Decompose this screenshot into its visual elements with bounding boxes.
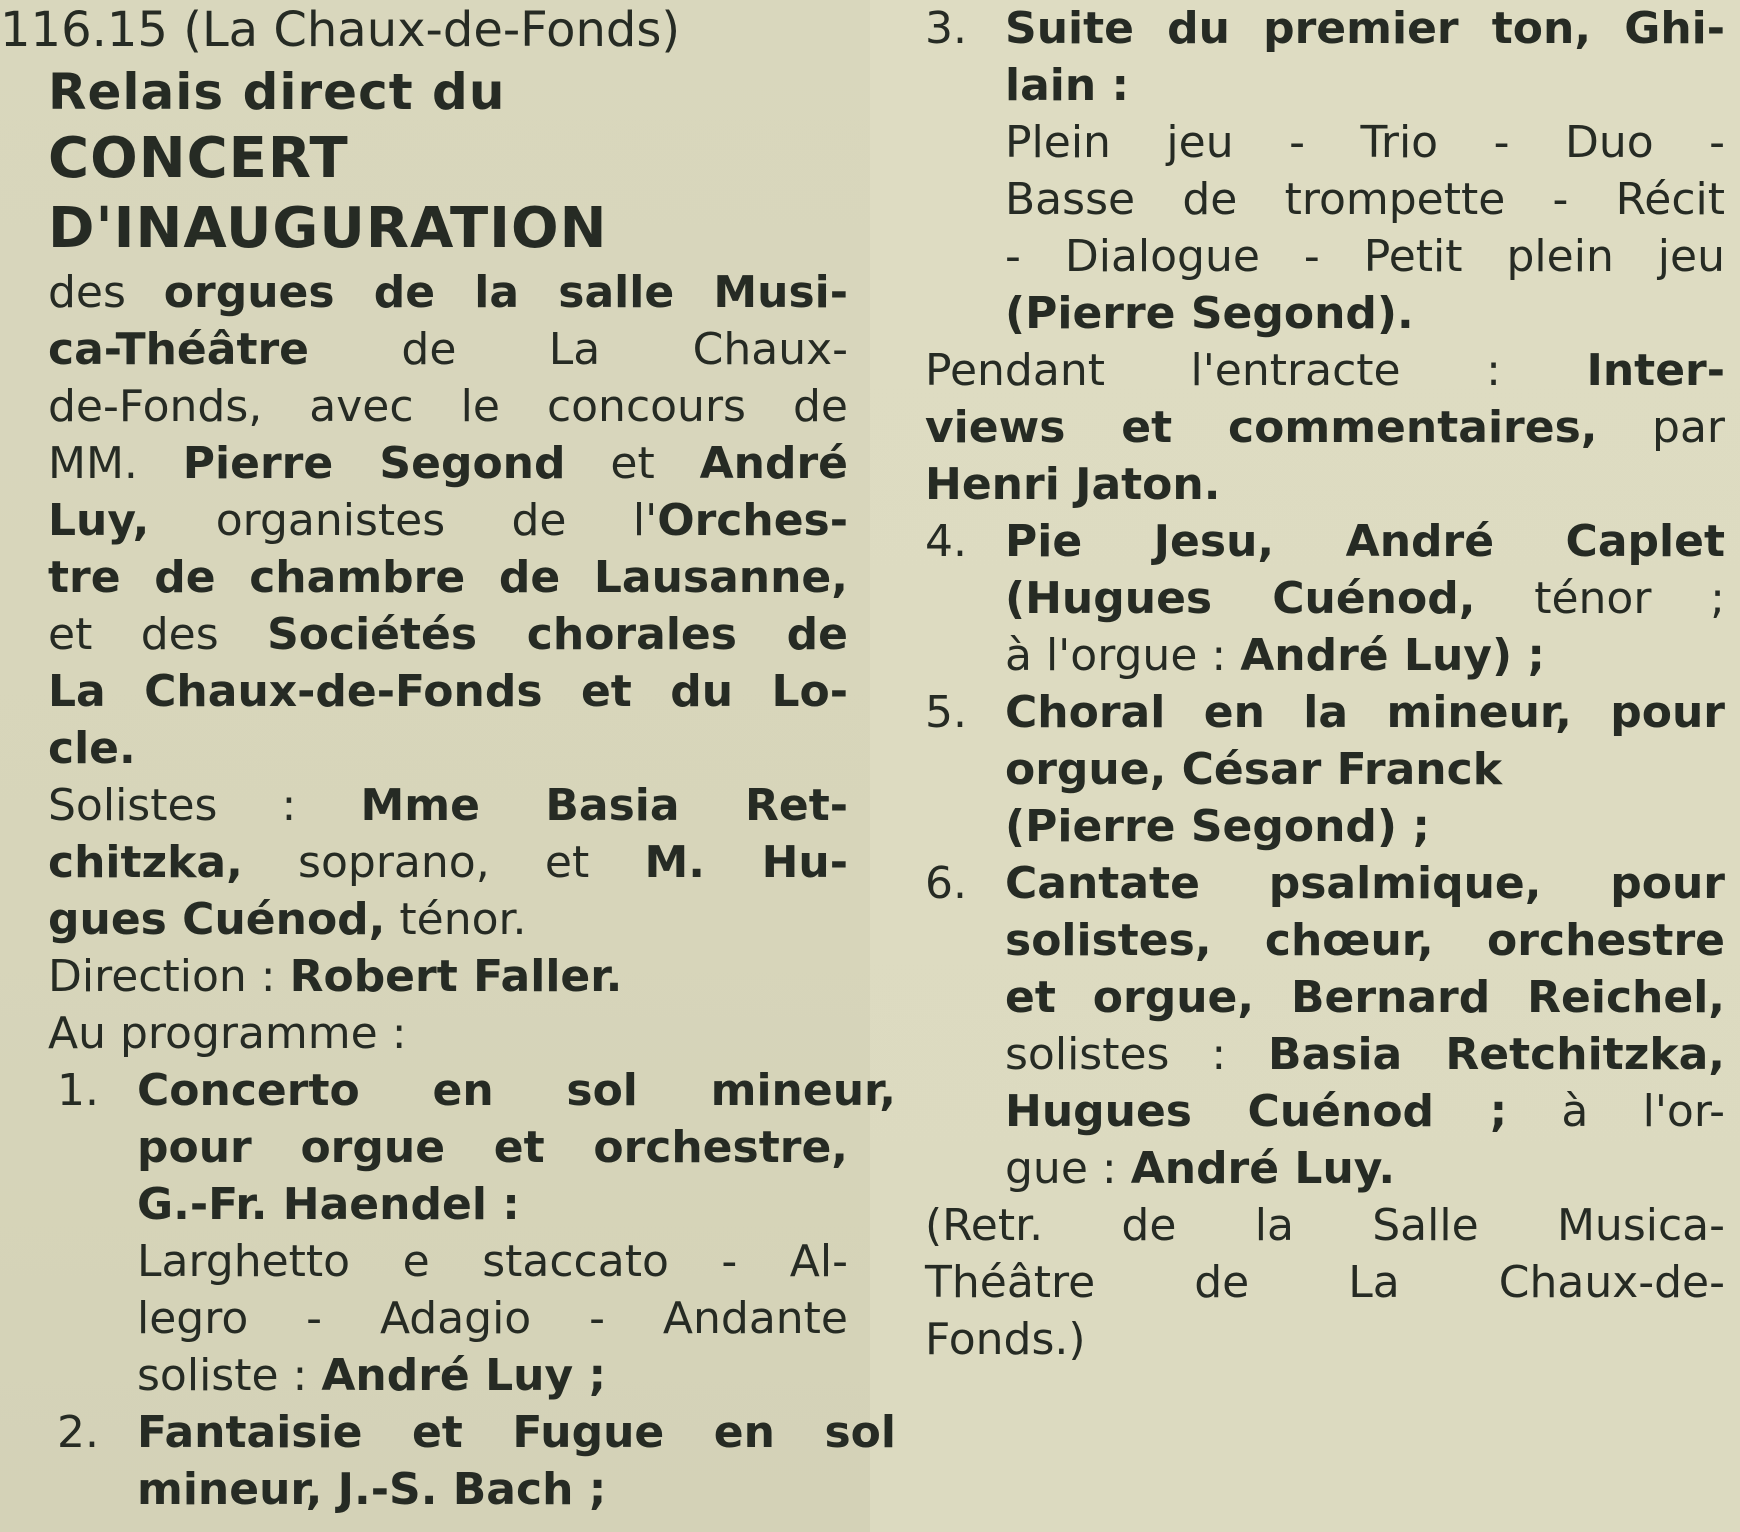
text-bold: Luy, [48, 495, 150, 546]
programme-label: Au programme : [48, 1008, 407, 1059]
item-number: 4. [925, 516, 967, 567]
entracte-line: Henri Jaton. [925, 459, 1221, 510]
text-bold: (Hugues Cuénod, [1005, 573, 1476, 624]
item-title-line [57, 1404, 896, 1461]
text: à l'or- [1507, 1086, 1725, 1137]
text: ténor ; [1475, 573, 1726, 624]
programme-item-2 [48, 1404, 896, 1518]
text: de La Chaux- [309, 324, 848, 375]
intro-line: tre de chambre de Lausanne, [48, 552, 848, 603]
entracte-line [925, 342, 1725, 399]
intro-line [48, 435, 848, 492]
item-desc-line: - Dialogue - Petit plein jeu [1005, 231, 1725, 282]
retr-line: Théâtre de La Chaux-de- [925, 1257, 1725, 1308]
intro-line [48, 321, 848, 378]
text-bold: ca-Théâtre [48, 324, 310, 375]
item-number: 1. [57, 1065, 99, 1116]
programme-item-6 [925, 855, 1725, 1197]
concert-heading: CONCERT [48, 126, 349, 191]
intro-paragraph [48, 264, 848, 777]
text: ténor. [385, 894, 527, 945]
text-bold: André Luy) ; [1240, 630, 1546, 681]
direction-label: Direction : [48, 951, 290, 1002]
item-title-line [925, 513, 1725, 570]
intro-line: La Chaux-de-Fonds et du Lo- [48, 666, 848, 717]
item-number: 2. [57, 1407, 99, 1458]
text-bold: André Luy. [1130, 1143, 1396, 1194]
text: solistes : [1005, 1029, 1269, 1080]
text: par [1597, 402, 1725, 453]
programme-item-4 [925, 513, 1725, 684]
text: Solistes : [48, 780, 361, 831]
text: MM. [48, 438, 183, 489]
text: et des [48, 609, 268, 660]
text: soprano, et [242, 837, 645, 888]
text: soliste : [137, 1350, 322, 1401]
soloists-line [48, 891, 848, 948]
programme-item-3 [925, 0, 1725, 342]
intro-line: de-Fonds, avec le concours de [48, 381, 848, 432]
text-bold: Basia Retchitzka, [1268, 1029, 1725, 1080]
item-title-line: mineur, J.-S. Bach ; [137, 1464, 607, 1515]
text-bold: Inter- [1586, 345, 1725, 396]
item-desc-line [1005, 570, 1725, 627]
left-body [0, 60, 896, 1518]
item-title: Choral en la mineur, pour [1005, 687, 1725, 738]
text: gue : [1005, 1143, 1131, 1194]
intro-line [48, 492, 848, 549]
programme-item-5 [925, 684, 1725, 855]
text-bold: André [699, 438, 848, 489]
retransmission-note [925, 1197, 1725, 1368]
item-number: 3. [925, 3, 967, 54]
text-bold: André Luy ; [321, 1350, 607, 1401]
item-title: Suite du premier ton, Ghi- [1005, 3, 1725, 54]
item-title-line [925, 855, 1725, 912]
item-title: Concerto en sol mineur, [137, 1065, 896, 1116]
text-bold: views et commentaires, [925, 402, 1598, 453]
retr-line: (Retr. de la Salle Musica- [925, 1200, 1725, 1251]
text: à l'orgue : [1005, 630, 1241, 681]
soloists-line [48, 834, 848, 891]
item-title-line: pour orgue et orchestre, [137, 1122, 848, 1173]
text-bold: Pierre Segond [182, 438, 566, 489]
text: des [48, 267, 164, 318]
item-desc-line [1005, 1083, 1725, 1140]
direction-line [48, 948, 848, 1005]
conductor-name: Robert Faller. [289, 951, 623, 1002]
text: organistes de l' [149, 495, 658, 546]
soloists-paragraph [48, 777, 848, 948]
intro-line [48, 606, 848, 663]
retr-line: Fonds.) [925, 1314, 1086, 1365]
item-title-line: lain : [1005, 60, 1130, 111]
item-title-line: solistes, chœur, orchestre [1005, 915, 1725, 966]
text-bold: orgues de la salle Musi- [163, 267, 848, 318]
text-bold: Orches- [657, 495, 848, 546]
item-desc-line [137, 1347, 848, 1404]
item-desc-line [1005, 1140, 1725, 1197]
intro-line: cle. [48, 723, 136, 774]
item-title: Pie Jesu, André Caplet [1005, 516, 1725, 567]
text-bold: Sociétés chorales de [267, 609, 848, 660]
item-desc-line: Larghetto e staccato - Al- [137, 1236, 848, 1287]
item-desc-line: (Pierre Segond). [1005, 288, 1414, 339]
relais-heading: Relais direct du [48, 63, 506, 121]
text-bold: M. Hu- [644, 837, 848, 888]
item-desc-line [1005, 1026, 1725, 1083]
item-title-line: et orgue, Bernard Reichel, [1005, 972, 1725, 1023]
item-title-line [925, 0, 1725, 57]
item-title: Cantate psalmique, pour [1005, 858, 1725, 909]
text: Pendant l'entracte : [925, 345, 1587, 396]
item-title-line: orgue, César Franck [1005, 744, 1502, 795]
item-desc-line [1005, 627, 1725, 684]
entracte-paragraph [925, 342, 1725, 513]
item-desc-line: Basse de trompette - Récit [1005, 174, 1725, 225]
item-title-line [925, 684, 1725, 741]
inauguration-heading: D'INAUGURATION [48, 196, 608, 261]
text-bold: Hugues Cuénod ; [1005, 1086, 1508, 1137]
item-title-line: (Pierre Segond) ; [1005, 801, 1430, 852]
item-number: 5. [925, 687, 967, 738]
item-title: Fantaisie et Fugue en sol [137, 1407, 896, 1458]
text-bold: gues Cuénod, [48, 894, 386, 945]
item-number: 6. [925, 858, 967, 909]
text-bold: chitzka, [48, 837, 243, 888]
text: et [565, 438, 700, 489]
text-bold: Mme Basia Ret- [360, 780, 848, 831]
broadcast-time: 116.15 (La Chaux-de-Fonds) [0, 2, 681, 58]
item-desc-line: Plein jeu - Trio - Duo - [1005, 117, 1725, 168]
item-desc-line: legro - Adagio - Andante [137, 1293, 848, 1344]
intro-line [48, 264, 848, 321]
entracte-line [925, 399, 1725, 456]
right-column [925, 0, 1725, 1368]
item-title-line [57, 1062, 896, 1119]
programme-item-1 [48, 1062, 896, 1404]
item-title-line: G.-Fr. Haendel : [137, 1179, 520, 1230]
soloists-line [48, 777, 848, 834]
